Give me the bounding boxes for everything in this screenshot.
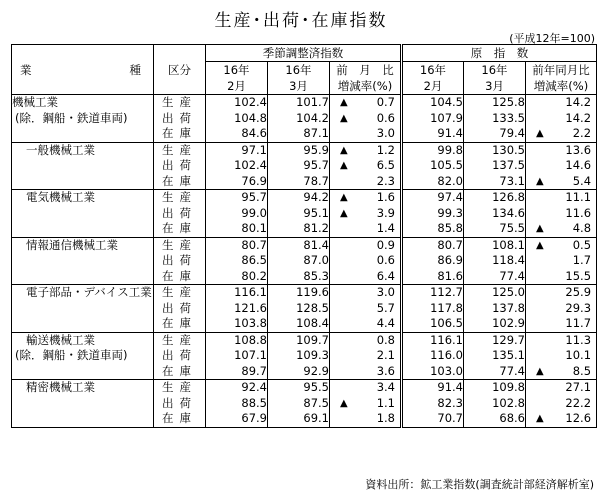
table-row — [12, 301, 597, 317]
change-rate-value: 11.7 — [565, 316, 592, 330]
or-mar-value: 133.5 — [464, 111, 526, 127]
page-title: 生産･出荷･在庫指数 — [214, 11, 388, 31]
change-rate-value: 3.0 — [376, 285, 395, 299]
sa-mom-change — [330, 253, 402, 269]
change-rate-value: 4.8 — [572, 221, 592, 235]
table-row — [12, 364, 597, 380]
industry-name: 情報通信機械工業 — [12, 237, 154, 253]
change-rate-value: 25.9 — [565, 285, 592, 299]
change-rate-value: 11.1 — [565, 190, 592, 204]
or-yoy-change — [526, 158, 597, 174]
category-label: 在庫 — [154, 364, 206, 380]
or-feb-value: 99.8 — [402, 142, 464, 158]
sa-feb-value: 76.9 — [206, 174, 268, 190]
or-yoy-change — [526, 332, 597, 348]
change-rate-value: 0.6 — [376, 110, 395, 125]
industry-name-empty — [12, 411, 154, 427]
sa-mom-change — [330, 237, 402, 253]
sa-feb-value: 89.7 — [206, 364, 268, 380]
sa-mar-value: 94.2 — [268, 190, 330, 206]
table-row — [12, 285, 597, 301]
sa-feb-value: 86.5 — [206, 253, 268, 269]
or-yoy-change — [526, 380, 597, 396]
sa-mom-change — [330, 111, 402, 127]
or-yoy-change — [526, 206, 597, 222]
change-rate-value: 6.4 — [376, 268, 395, 283]
or-yoy-change — [526, 316, 597, 332]
sa-mom-change — [330, 411, 402, 427]
sa-mom-change — [330, 174, 402, 190]
table-row — [12, 411, 597, 427]
or-yoy-change — [526, 174, 597, 190]
decrease-triangle-icon: ▲ — [536, 128, 544, 139]
sa-mom-change — [330, 380, 402, 396]
decrease-triangle-icon: ▲ — [340, 112, 348, 124]
table-row — [12, 269, 597, 285]
industry-name-empty — [12, 221, 154, 237]
or-mar-value: 68.6 — [464, 411, 526, 427]
sa-feb-value: 80.1 — [206, 221, 268, 237]
or-feb-value: 82.3 — [402, 396, 464, 412]
or-feb-value: 80.7 — [402, 237, 464, 253]
decrease-triangle-icon: ▲ — [340, 144, 348, 156]
change-rate-value: 1.7 — [572, 253, 592, 267]
industry-name-empty — [12, 253, 154, 269]
or-yoy-change — [526, 95, 597, 111]
sa-mom-change — [330, 285, 402, 301]
header-or-yoy-bottom: 増減率(%) — [526, 78, 597, 95]
table-row — [12, 111, 597, 127]
or-yoy-change — [526, 221, 597, 237]
decrease-triangle-icon: ▲ — [536, 239, 544, 251]
change-rate-value: 14.6 — [565, 158, 592, 172]
sa-mar-value: 95.5 — [268, 380, 330, 396]
header-or-mar-year: 16年 — [464, 62, 526, 79]
or-mar-value: 109.8 — [464, 380, 526, 396]
sa-feb-value: 84.6 — [206, 126, 268, 142]
change-rate-value: 14.2 — [565, 110, 592, 125]
sa-mom-change — [330, 269, 402, 285]
or-feb-value: 85.8 — [402, 221, 464, 237]
decrease-triangle-icon: ▲ — [340, 97, 348, 108]
sa-feb-value: 116.1 — [206, 285, 268, 301]
sa-mar-value: 101.7 — [268, 95, 330, 111]
sa-mar-value: 95.1 — [268, 206, 330, 222]
or-feb-value: 70.7 — [402, 411, 464, 427]
category-label: 在庫 — [154, 126, 206, 142]
or-yoy-change — [526, 253, 597, 269]
or-feb-value: 81.6 — [402, 269, 464, 285]
change-rate-value: 27.1 — [565, 380, 592, 394]
category-label: 生産 — [154, 142, 206, 158]
header-or-mar-month: 3月 — [464, 78, 526, 95]
change-rate-value: 15.5 — [565, 268, 592, 283]
change-rate-value: 1.6 — [376, 190, 395, 204]
change-rate-value: 6.5 — [376, 158, 395, 172]
sa-feb-value: 92.4 — [206, 380, 268, 396]
change-rate-value: 5.4 — [572, 173, 592, 188]
category-label: 出荷 — [154, 348, 206, 364]
table-row — [12, 316, 597, 332]
category-label: 在庫 — [154, 411, 206, 427]
change-rate-value: 11.6 — [565, 205, 592, 220]
category-label: 出荷 — [154, 396, 206, 412]
sa-mom-change — [330, 206, 402, 222]
header-original-group: 原 指 数 — [402, 45, 597, 62]
category-label: 生産 — [154, 285, 206, 301]
or-yoy-change — [526, 348, 597, 364]
header-sa-mom-bottom: 増減率(%) — [330, 78, 402, 95]
category-label: 生産 — [154, 95, 206, 111]
sa-mom-change — [330, 364, 402, 380]
sa-mar-value: 87.5 — [268, 396, 330, 412]
category-label: 出荷 — [154, 301, 206, 317]
or-yoy-change — [526, 396, 597, 412]
sa-mom-change — [330, 396, 402, 412]
change-rate-value: 3.4 — [376, 380, 395, 394]
table-row — [12, 380, 597, 396]
sa-feb-value: 103.8 — [206, 316, 268, 332]
or-mar-value: 137.5 — [464, 158, 526, 174]
table-row — [12, 158, 597, 174]
or-feb-value: 91.4 — [402, 380, 464, 396]
sa-feb-value: 121.6 — [206, 301, 268, 317]
decrease-triangle-icon: ▲ — [536, 223, 544, 234]
or-mar-value: 108.1 — [464, 237, 526, 253]
or-yoy-change — [526, 301, 597, 317]
industry-name-empty — [12, 174, 154, 190]
change-rate-value: 0.7 — [376, 95, 395, 109]
or-yoy-change — [526, 411, 597, 427]
table-body — [12, 95, 597, 428]
sa-mar-value: 95.7 — [268, 158, 330, 174]
change-rate-value: 2.1 — [376, 348, 395, 362]
sa-mar-value: 78.7 — [268, 174, 330, 190]
decrease-triangle-icon: ▲ — [340, 160, 348, 171]
or-feb-value: 105.5 — [402, 158, 464, 174]
change-rate-value: 22.2 — [565, 395, 592, 410]
header-sa-feb-month: 2月 — [206, 78, 268, 95]
or-yoy-change — [526, 237, 597, 253]
industry-name-empty — [12, 301, 154, 317]
or-feb-value: 106.5 — [402, 316, 464, 332]
or-mar-value: 125.8 — [464, 95, 526, 111]
decrease-triangle-icon: ▲ — [536, 413, 544, 424]
change-rate-value: 1.4 — [376, 221, 395, 235]
sa-mar-value: 95.9 — [268, 142, 330, 158]
category-label: 在庫 — [154, 316, 206, 332]
industry-subname: (除．鋼船・鉄道車両) — [12, 348, 154, 364]
table-row — [12, 174, 597, 190]
sa-feb-value: 80.2 — [206, 269, 268, 285]
header-seasonal-group: 季節調整済指数 — [206, 45, 402, 62]
sa-mom-change — [330, 142, 402, 158]
or-yoy-change — [526, 142, 597, 158]
or-mar-value: 129.7 — [464, 332, 526, 348]
category-label: 在庫 — [154, 174, 206, 190]
sa-mom-change — [330, 158, 402, 174]
change-rate-value: 29.3 — [565, 300, 592, 315]
header-industry — [12, 45, 154, 95]
category-label: 出荷 — [154, 158, 206, 174]
sa-feb-value: 108.8 — [206, 332, 268, 348]
sa-mar-value: 92.9 — [268, 364, 330, 380]
or-feb-value: 103.0 — [402, 364, 464, 380]
header-industry-right: 種 — [129, 62, 141, 77]
category-label: 在庫 — [154, 269, 206, 285]
change-rate-value: 0.8 — [376, 332, 395, 347]
or-mar-value: 118.4 — [464, 253, 526, 269]
decrease-triangle-icon: ▲ — [340, 192, 348, 203]
category-label: 出荷 — [154, 206, 206, 222]
table-row — [12, 95, 597, 111]
change-rate-value: 11.3 — [565, 332, 592, 347]
sa-mar-value: 69.1 — [268, 411, 330, 427]
or-mar-value: 73.1 — [464, 174, 526, 190]
change-rate-value: 5.7 — [376, 300, 395, 315]
category-label: 生産 — [154, 380, 206, 396]
or-mar-value: 134.6 — [464, 206, 526, 222]
change-rate-value: 1.8 — [376, 411, 395, 425]
change-rate-value: 1.2 — [376, 142, 395, 157]
table-row — [12, 221, 597, 237]
industry-name-empty — [12, 316, 154, 332]
sa-mar-value: 81.2 — [268, 221, 330, 237]
table-row — [12, 332, 597, 348]
or-feb-value: 107.9 — [402, 111, 464, 127]
or-feb-value: 116.0 — [402, 348, 464, 364]
sa-mom-change — [330, 332, 402, 348]
header-or-feb-month: 2月 — [402, 78, 464, 95]
category-label: 出荷 — [154, 253, 206, 269]
industry-name: 輸送機械工業 — [12, 332, 154, 348]
industry-name: 精密機械工業 — [12, 380, 154, 396]
table-row — [12, 206, 597, 222]
sa-feb-value: 104.8 — [206, 111, 268, 127]
change-rate-value: 3.9 — [376, 205, 395, 220]
industry-name-empty — [12, 158, 154, 174]
or-mar-value: 102.9 — [464, 316, 526, 332]
sa-mar-value: 87.1 — [268, 126, 330, 142]
category-label: 生産 — [154, 332, 206, 348]
change-rate-value: 13.6 — [565, 142, 592, 157]
change-rate-value: 0.9 — [376, 237, 395, 252]
decrease-triangle-icon: ▲ — [536, 175, 544, 187]
industry-name-empty — [12, 364, 154, 380]
or-yoy-change — [526, 285, 597, 301]
sa-mom-change — [330, 316, 402, 332]
or-feb-value: 99.3 — [402, 206, 464, 222]
sa-mar-value: 109.7 — [268, 332, 330, 348]
or-feb-value: 97.4 — [402, 190, 464, 206]
change-rate-value: 8.5 — [572, 363, 592, 378]
sa-feb-value: 102.4 — [206, 95, 268, 111]
sa-mar-value: 85.3 — [268, 269, 330, 285]
or-feb-value: 82.0 — [402, 174, 464, 190]
sa-feb-value: 67.9 — [206, 411, 268, 427]
change-rate-value: 0.5 — [572, 237, 592, 252]
header-or-feb-year: 16年 — [402, 62, 464, 79]
change-rate-value: 0.6 — [376, 253, 395, 267]
change-rate-value: 4.4 — [376, 316, 395, 330]
table-row — [12, 253, 597, 269]
change-rate-value: 14.2 — [565, 95, 592, 109]
header-sa-mom-top: 前 月 比 — [330, 62, 402, 79]
or-mar-value: 77.4 — [464, 364, 526, 380]
header-industry-left: 業 — [20, 62, 32, 77]
category-label: 生産 — [154, 190, 206, 206]
or-feb-value: 116.1 — [402, 332, 464, 348]
or-mar-value: 75.5 — [464, 221, 526, 237]
sa-mar-value: 119.6 — [268, 285, 330, 301]
header-sa-mar-month: 3月 — [268, 78, 330, 95]
or-mar-value: 125.0 — [464, 285, 526, 301]
change-rate-value: 2.3 — [376, 173, 395, 188]
header-category: 区分 — [154, 45, 206, 95]
industry-name: 電子部品・デバイス工業 — [12, 285, 154, 301]
industry-name-empty — [12, 206, 154, 222]
category-label: 出荷 — [154, 111, 206, 127]
or-yoy-change — [526, 111, 597, 127]
sa-feb-value: 99.0 — [206, 206, 268, 222]
base-year-note: (平成12年=100) — [509, 32, 595, 45]
or-feb-value: 117.8 — [402, 301, 464, 317]
industry-name: 電気機械工業 — [12, 190, 154, 206]
or-mar-value: 137.8 — [464, 301, 526, 317]
table-header — [12, 45, 597, 95]
table-row — [12, 237, 597, 253]
sa-mom-change — [330, 301, 402, 317]
index-table — [11, 44, 597, 428]
change-rate-value: 10.1 — [565, 348, 592, 362]
sa-mar-value: 87.0 — [268, 253, 330, 269]
or-mar-value: 130.5 — [464, 142, 526, 158]
or-mar-value: 79.4 — [464, 126, 526, 142]
sa-feb-value: 97.1 — [206, 142, 268, 158]
or-feb-value: 86.9 — [402, 253, 464, 269]
or-yoy-change — [526, 126, 597, 142]
industry-subname: (除．鋼船・鉄道車両) — [12, 111, 154, 127]
table-row — [12, 190, 597, 206]
header-sa-feb-year: 16年 — [206, 62, 268, 79]
industry-name-empty — [12, 269, 154, 285]
or-feb-value: 104.5 — [402, 95, 464, 111]
sa-mom-change — [330, 126, 402, 142]
or-mar-value: 77.4 — [464, 269, 526, 285]
or-mar-value: 126.8 — [464, 190, 526, 206]
category-label: 生産 — [154, 237, 206, 253]
table-row — [12, 126, 597, 142]
or-feb-value: 91.4 — [402, 126, 464, 142]
change-rate-value: 12.6 — [565, 411, 592, 425]
sa-mar-value: 108.4 — [268, 316, 330, 332]
sa-feb-value: 95.7 — [206, 190, 268, 206]
change-rate-value: 3.6 — [376, 363, 395, 378]
or-mar-value: 102.8 — [464, 396, 526, 412]
or-yoy-change — [526, 364, 597, 380]
sa-mom-change — [330, 348, 402, 364]
table-row — [12, 396, 597, 412]
sa-mom-change — [330, 95, 402, 111]
decrease-triangle-icon: ▲ — [536, 365, 544, 377]
sa-mom-change — [330, 190, 402, 206]
decrease-triangle-icon: ▲ — [340, 397, 348, 409]
change-rate-value: 2.2 — [572, 126, 592, 140]
table-row — [12, 142, 597, 158]
table-row — [12, 348, 597, 364]
change-rate-value: 3.0 — [376, 126, 395, 140]
sa-feb-value: 107.1 — [206, 348, 268, 364]
or-yoy-change — [526, 269, 597, 285]
industry-name: 機械工業 — [12, 95, 154, 111]
sa-mar-value: 81.4 — [268, 237, 330, 253]
or-yoy-change — [526, 190, 597, 206]
sa-feb-value: 80.7 — [206, 237, 268, 253]
industry-name: 一般機械工業 — [12, 142, 154, 158]
or-mar-value: 135.1 — [464, 348, 526, 364]
or-feb-value: 112.7 — [402, 285, 464, 301]
sa-mar-value: 104.2 — [268, 111, 330, 127]
category-label: 在庫 — [154, 221, 206, 237]
source-note: 資料出所：鉱工業指数(調査統計部経済解析室) — [365, 478, 594, 491]
sa-mar-value: 128.5 — [268, 301, 330, 317]
decrease-triangle-icon: ▲ — [340, 207, 348, 219]
sa-feb-value: 102.4 — [206, 158, 268, 174]
industry-name-empty — [12, 396, 154, 412]
industry-name-empty — [12, 126, 154, 142]
change-rate-value: 1.1 — [376, 395, 395, 410]
sa-feb-value: 88.5 — [206, 396, 268, 412]
header-or-yoy-top: 前年同月比 — [526, 62, 597, 79]
sa-mar-value: 109.3 — [268, 348, 330, 364]
header-sa-mar-year: 16年 — [268, 62, 330, 79]
sa-mom-change — [330, 221, 402, 237]
